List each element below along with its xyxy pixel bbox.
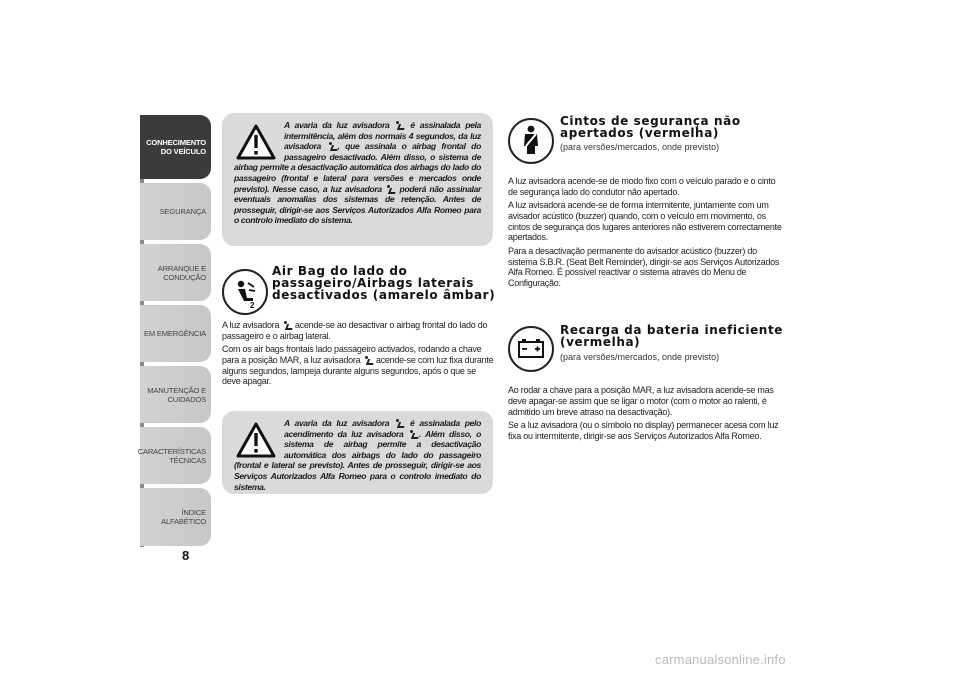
tab-arranque[interactable]: ARRANQUE E CONDUÇÃO (140, 244, 211, 301)
section-subtitle: (para versões/mercados, onde previsto) (560, 142, 720, 152)
chapter-tabs (137, 115, 211, 546)
airbag-off-icon (364, 356, 373, 364)
tab-emergencia[interactable]: EM EMERGÊNCIA (140, 305, 211, 362)
paragraph: Se a luz avisadora (ou o símbolo no display) permanecer acesa com luz fixa ou intermitente, dirigir-se aos Serviços Autorizados Alfa Romeo. (508, 419, 779, 441)
seat-belt-body (508, 176, 782, 291)
airbag-icon (409, 430, 418, 438)
warning-triangle-icon (236, 124, 276, 160)
battery-body (508, 385, 782, 444)
tab-manutencao[interactable]: MANUTENÇÃO E CUIDADOS (140, 366, 211, 423)
paragraph: Com os air bags frontais lado passageiro activados, rodando a chave para a posição MAR, a luz avisadora acende-se com luz fixa durante alguns segundos, lampeja durante alguns segundos, após o que se deve apagar. (222, 344, 494, 387)
tab-seguranca[interactable]: SEGURANÇA (140, 183, 211, 240)
battery-icon (508, 326, 554, 372)
airbag-icon (395, 121, 404, 129)
warning-triangle-icon (236, 422, 276, 458)
section-title-battery: Recarga da bateria ineficiente (vermelha) (560, 323, 784, 349)
paragraph: A luz avisadora acende-se de modo fixo com o veículo parado e o cinto de segurança lado do condutor não apertado. (508, 176, 776, 197)
paragraph: Para a desactivação permanente do avisador acústico (buzzer) do sistema S.B.R. (Seat Belt Reminder), dirigir-se aos Serviços Autorizados Alfa Romeo. É possível reactivar o sistema através do Menu de Configuração. (508, 245, 780, 289)
watermark: carmanualsonline.info (655, 652, 786, 667)
tab-conhecimento[interactable]: CONHECIMENTO DO VEÍCULO (140, 115, 211, 179)
paragraph: Ao rodar a chave para a posição MAR, a luz avisadora acende-se mas deve apagar-se assim que se ligar o motor (com o motor ao ralenti, é admitido um breve atraso na desactivação). (508, 385, 774, 417)
paragraph: A luz avisadora acende-se de forma intermitente, juntamente com um avisador acústico (buzzer) quando, com o veículo em movimento, os cintos de segurança dos lugares anteriores não estiverem correctamente apertados. (508, 200, 782, 243)
airbag-off-icon (395, 419, 404, 427)
tab-caracteristicas[interactable]: CARACTERÍSTICAS TÉCNICAS (140, 427, 211, 484)
warning-box-airbag-led (222, 411, 493, 494)
svg-text:2: 2 (250, 301, 255, 310)
warning-text: A avaria da luz avisadora é assinalada pela intermitência, além dos normais 4 segundos, da luz avisadora , que assinala o airbag frontal do passageiro desactivado. Além disso, o sistema de airbag permite a desactivação automática dos airbags do lado do passageiro (frontal e lateral para versões e mercados onde previsto). Nesse caso, a luz avisadora poderá não assinalar eventuais anomalias dos sistemas de retenção. Antes de prosseguir, dirigir-se aos Serviços Autorizados Alfa Romeo para o controlo imediato do sistema. (234, 120, 481, 226)
airbag-icon (386, 185, 395, 193)
seat-belt-icon (508, 118, 554, 164)
section-title-seat-belt: Cintos de segurança não apertados (vermelha) (560, 114, 741, 140)
warning-text: A avaria da luz avisadora é assinalada pelo acendimento da luz avisadora . Além disso, o sistema de airbag permite a desactivação automática dos airbags do lado do passageiro (frontal e lateral se previsto). Antes de prosseguir, dirigir-se aos Serviços Autorizados Alfa Romeo para o controlo imediato do sistema. (234, 418, 481, 492)
paragraph: A luz avisadora acende-se ao desactivar o airbag frontal do lado do passageiro e o airbag lateral. (222, 320, 488, 341)
section-title-airbag: Air Bag do lado do passageiro/Airbags laterais desactivados (amarelo âmbar) (272, 264, 496, 302)
warning-box-airbag-fault (222, 113, 493, 246)
airbag-passenger-off-icon (222, 269, 268, 315)
airbag-off-icon (328, 142, 337, 150)
airbag-body (222, 320, 494, 390)
page-number: 8 (182, 548, 190, 563)
tab-indice[interactable]: ÍNDICE ALFABÉTICO (140, 488, 211, 546)
section-subtitle: (para versões/mercados, onde previsto) (560, 352, 720, 362)
airbag-off-icon (283, 321, 292, 329)
